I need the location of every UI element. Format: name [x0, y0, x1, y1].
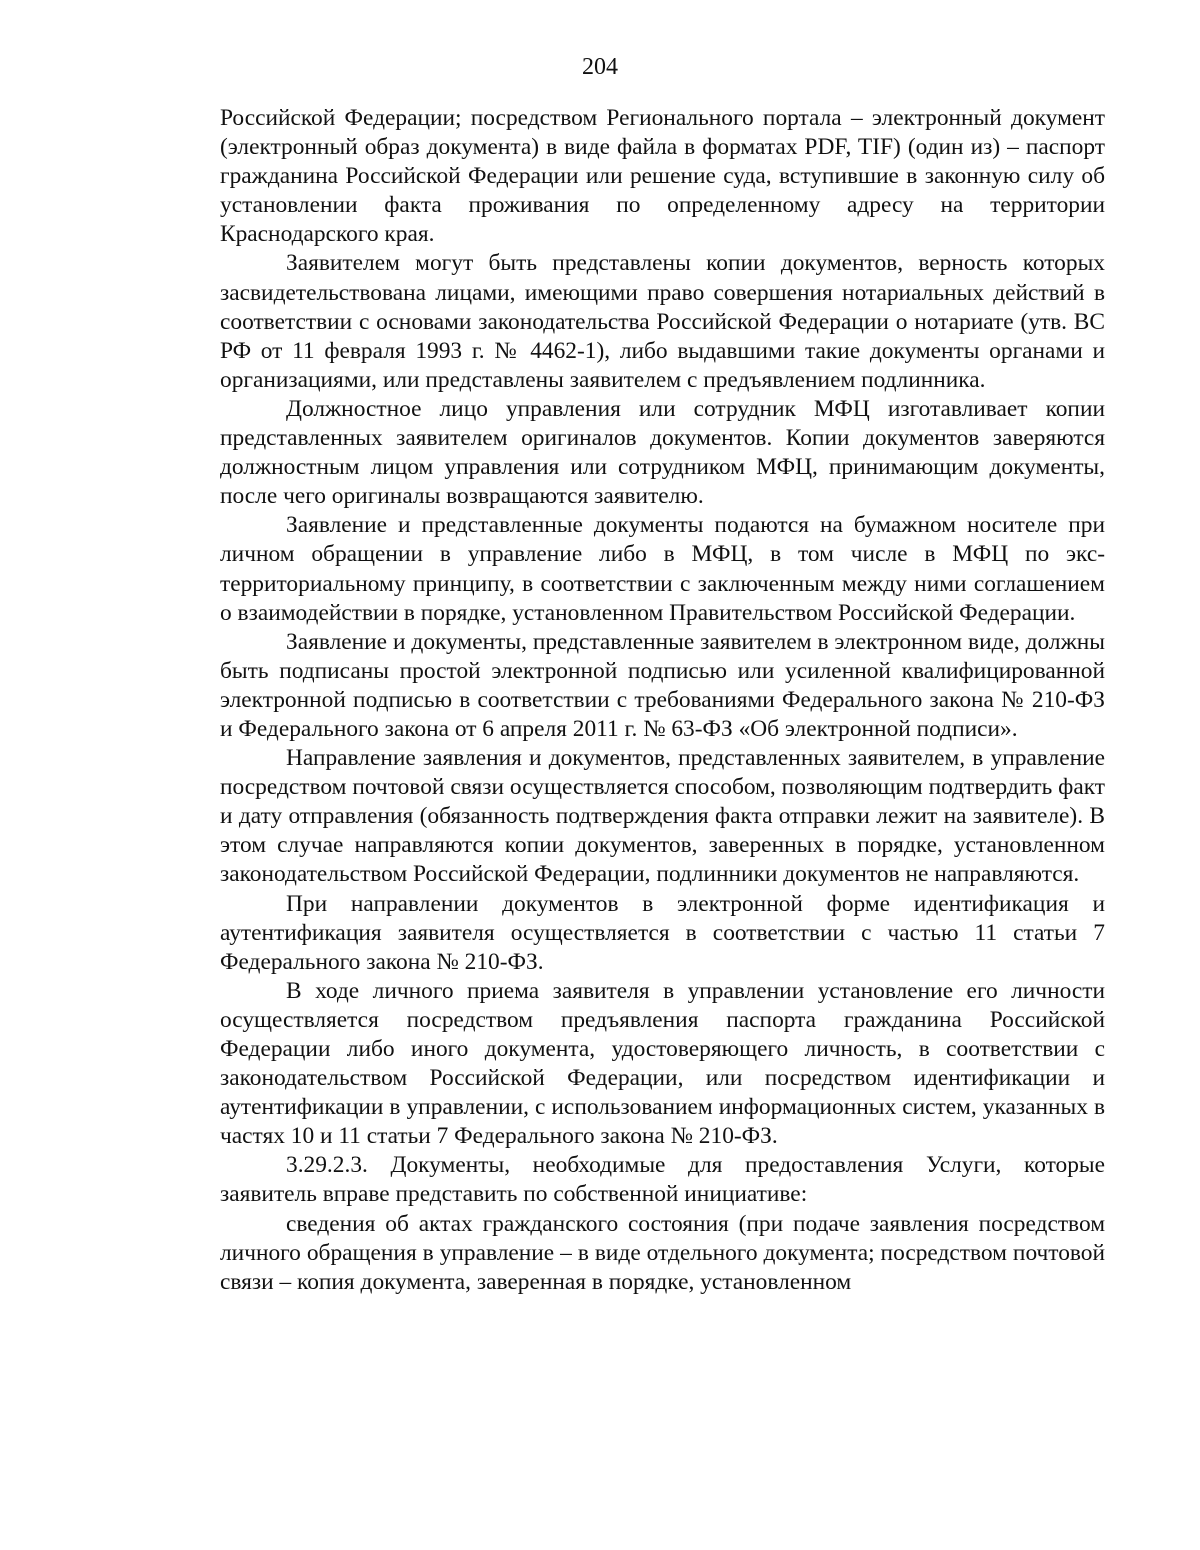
paragraph-official-makes-copies: Должностное лицо управления или сотрудник МФЦ изготавливает копии представленных заявителем оригиналов документов. Копии документов заверяются должностным лицом управления или сотрудником МФЦ, принимающим документы, после чего оригиналы возвращаются заявителю.: [220, 395, 1105, 510]
paragraph-continued: Российской Федерации; посредством Регионального портала – электронный документ (электронный образ документа) в виде файла в форматах PDF, TIF) (один из) – паспорт гражданина Российской Федерации или решение суда, вступившие в законную силу об установлении факта проживания по определенному адресу на территории Краснодарского края.: [220, 105, 1105, 248]
document-body: [220, 104, 1105, 1297]
paragraph-civil-status-records: сведения об актах гражданского состояния (при подаче заявления посредством личного обращения в управление – в виде отдельного документа; посредством почтовой связи – копия документа, заверенная в порядке, установленном: [220, 1210, 1105, 1295]
paragraph-personal-reception: В ходе личного приема заявителя в управлении установление его личности осуществляется посредством предъявления паспорта гражданина Российской Федерации либо иного документа, удостоверяющего личность, в соответствии с законодательством Российской Федерации, или посредством идентификации и аутентификации в управлении, с использованием информационных систем, указанных в частях 10 и 11 статьи 7 Федерального закона № 210-ФЗ.: [220, 977, 1105, 1150]
paragraph-electronic-identification: При направлении документов в электронной форме идентификация и аутентификация заявителя осуществляется в соответствии с частью 11 статьи 7 Федерального закона № 210-ФЗ.: [220, 890, 1105, 975]
paragraph-electronic-signature: Заявление и документы, представленные заявителем в электронном виде, должны быть подписаны простой электронной подписью или усиленной квалифицированной электронной подписью в соответствии с требованиями Федерального закона № 210-ФЗ и Федерального закона от 6 апреля 2011 г. № 63-ФЗ «Об электронной подписи».: [220, 628, 1105, 742]
paragraph-postal-submission: Направление заявления и документов, представленных заявителем, в управление посредством почтовой связи осуществляется способом, позволяющим подтвердить факт и дату отправления (обязанность подтверждения факта отправки лежит на заявителе). В этом случае направляются копии документов, заверенных в порядке, установленном законодательством Российской Федерации, подлинники документов не направляются.: [220, 745, 1105, 888]
paragraph-copies-certified: Заявителем могут быть представлены копии документов, верность которых засвидетельствована лицами, имеющими право совершения нотариальных действий в соответствии с основами законодательства Российской Федерации о нотариате (утв. ВС РФ от 11 февраля 1993 г. № 4462-1), либо выдавшими такие документы органами и организациями, или представлены заявителем с предъявлением подлинника.: [220, 250, 1105, 393]
page-number: 204: [582, 54, 618, 80]
paragraph-paper-submission: Заявление и представленные документы подаются на бумажном носителе при личном обращении в управление либо в МФЦ, в том числе в МФЦ по экстерриториальному принципу, в соответствии с заключенным между ними соглашением о взаимодействии в порядке, установленном Правительством Российской Федерации.: [220, 512, 1105, 626]
paragraph-section-3-29-2-3: 3.29.2.3. Документы, необходимые для предоставления Услуги, которые заявитель вправе представить по собственной инициативе:: [220, 1152, 1105, 1208]
